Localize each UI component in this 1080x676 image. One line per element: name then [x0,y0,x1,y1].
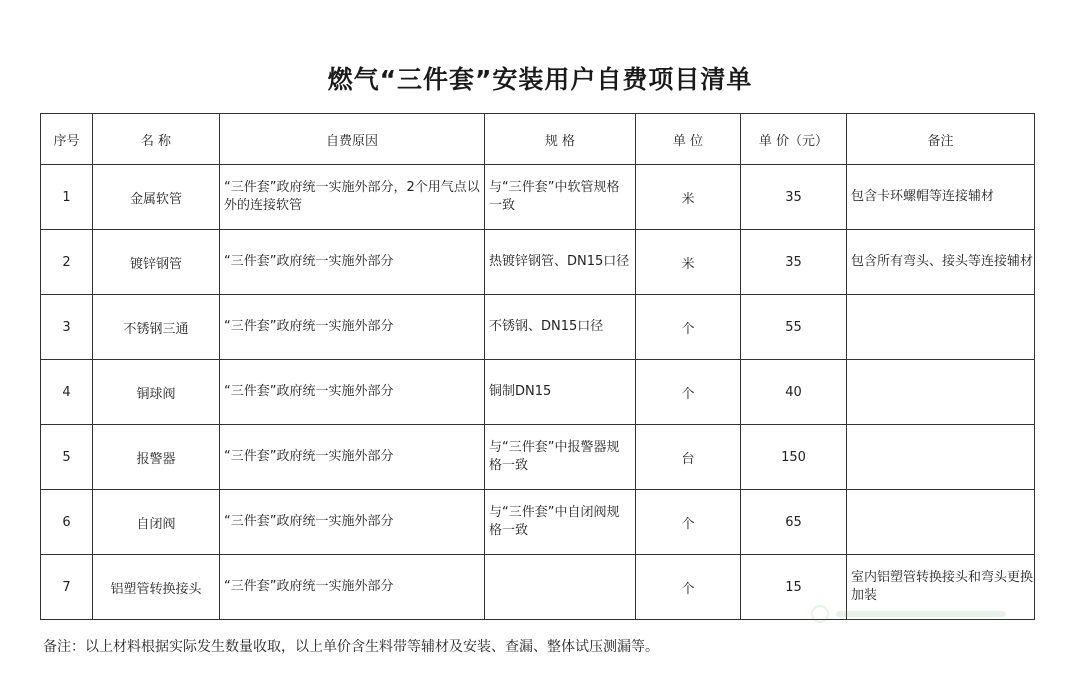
table-row [41,360,1035,425]
cell-reason: “三件套”政府统一实施外部分 [220,425,485,490]
header-name: 名 称 [93,114,220,165]
cell-unit: 个 [636,295,741,360]
cell-name: 自闭阀 [93,490,220,555]
header-note: 备注 [847,114,1035,165]
watermark-logo [810,604,1010,624]
table-row [41,490,1035,555]
cell-reason: “三件套”政府统一实施外部分 [220,230,485,295]
footnote: 备注：以上材料根据实际发生数量收取，以上单价含生料带等辅材及安装、查漏、整体试压测漏等。 [43,639,659,655]
table-row [41,230,1035,295]
cell-price: 35 [741,230,847,295]
cell-name: 不锈钢三通 [93,295,220,360]
cell-name: 铝塑管转换接头 [93,555,220,620]
header-unit: 单 位 [636,114,741,165]
cell-unit: 台 [636,425,741,490]
cell-note: 包含卡环螺帽等连接辅材 [847,165,1035,230]
cell-reason: “三件套”政府统一实施外部分 [220,360,485,425]
cell-no: 5 [41,425,93,490]
cell-spec: 不锈钢、DN15口径 [485,295,636,360]
header-spec: 规 格 [485,114,636,165]
page-title: 燃气“三件套”安装用户自费项目清单 [327,65,753,94]
cell-name: 金属软管 [93,165,220,230]
cell-name: 铜球阀 [93,360,220,425]
header-price: 单 价（元） [741,114,847,165]
table-row [41,295,1035,360]
cell-note: 室内铝塑管转换接头和弯头更换加装 [847,555,1035,620]
header-reason: 自费原因 [220,114,485,165]
cell-price: 35 [741,165,847,230]
cell-unit: 个 [636,490,741,555]
cell-price: 40 [741,360,847,425]
cell-no: 1 [41,165,93,230]
cell-name: 镀锌钢管 [93,230,220,295]
cell-reason: “三件套”政府统一实施外部分，2个用气点以外的连接软管 [220,165,485,230]
cell-unit: 米 [636,230,741,295]
cell-note [847,295,1035,360]
table-row [41,165,1035,230]
cell-price: 55 [741,295,847,360]
cell-note [847,425,1035,490]
cell-reason: “三件套”政府统一实施外部分 [220,490,485,555]
table-header-row [41,114,1035,165]
cell-no: 3 [41,295,93,360]
cell-note [847,490,1035,555]
cell-unit: 个 [636,555,741,620]
cell-spec: 与“三件套”中软管规格一致 [485,165,636,230]
cell-note [847,360,1035,425]
cell-price: 15 [741,555,847,620]
cell-note: 包含所有弯头、接头等连接辅材 [847,230,1035,295]
fee-table [40,113,1035,620]
cell-spec: 与“三件套”中报警器规格一致 [485,425,636,490]
cell-name: 报警器 [93,425,220,490]
cell-spec: 与“三件套”中自闭阀规格一致 [485,490,636,555]
cell-spec: 铜制DN15 [485,360,636,425]
cell-unit: 个 [636,360,741,425]
cell-reason: “三件套”政府统一实施外部分 [220,295,485,360]
cell-no: 4 [41,360,93,425]
cell-price: 150 [741,425,847,490]
cell-price: 65 [741,490,847,555]
table-row [41,425,1035,490]
cell-no: 7 [41,555,93,620]
cell-spec [485,555,636,620]
cell-spec: 热镀锌钢管、DN15口径 [485,230,636,295]
cell-reason: “三件套”政府统一实施外部分 [220,555,485,620]
cell-no: 2 [41,230,93,295]
cell-no: 6 [41,490,93,555]
header-no: 序号 [41,114,93,165]
cell-unit: 米 [636,165,741,230]
